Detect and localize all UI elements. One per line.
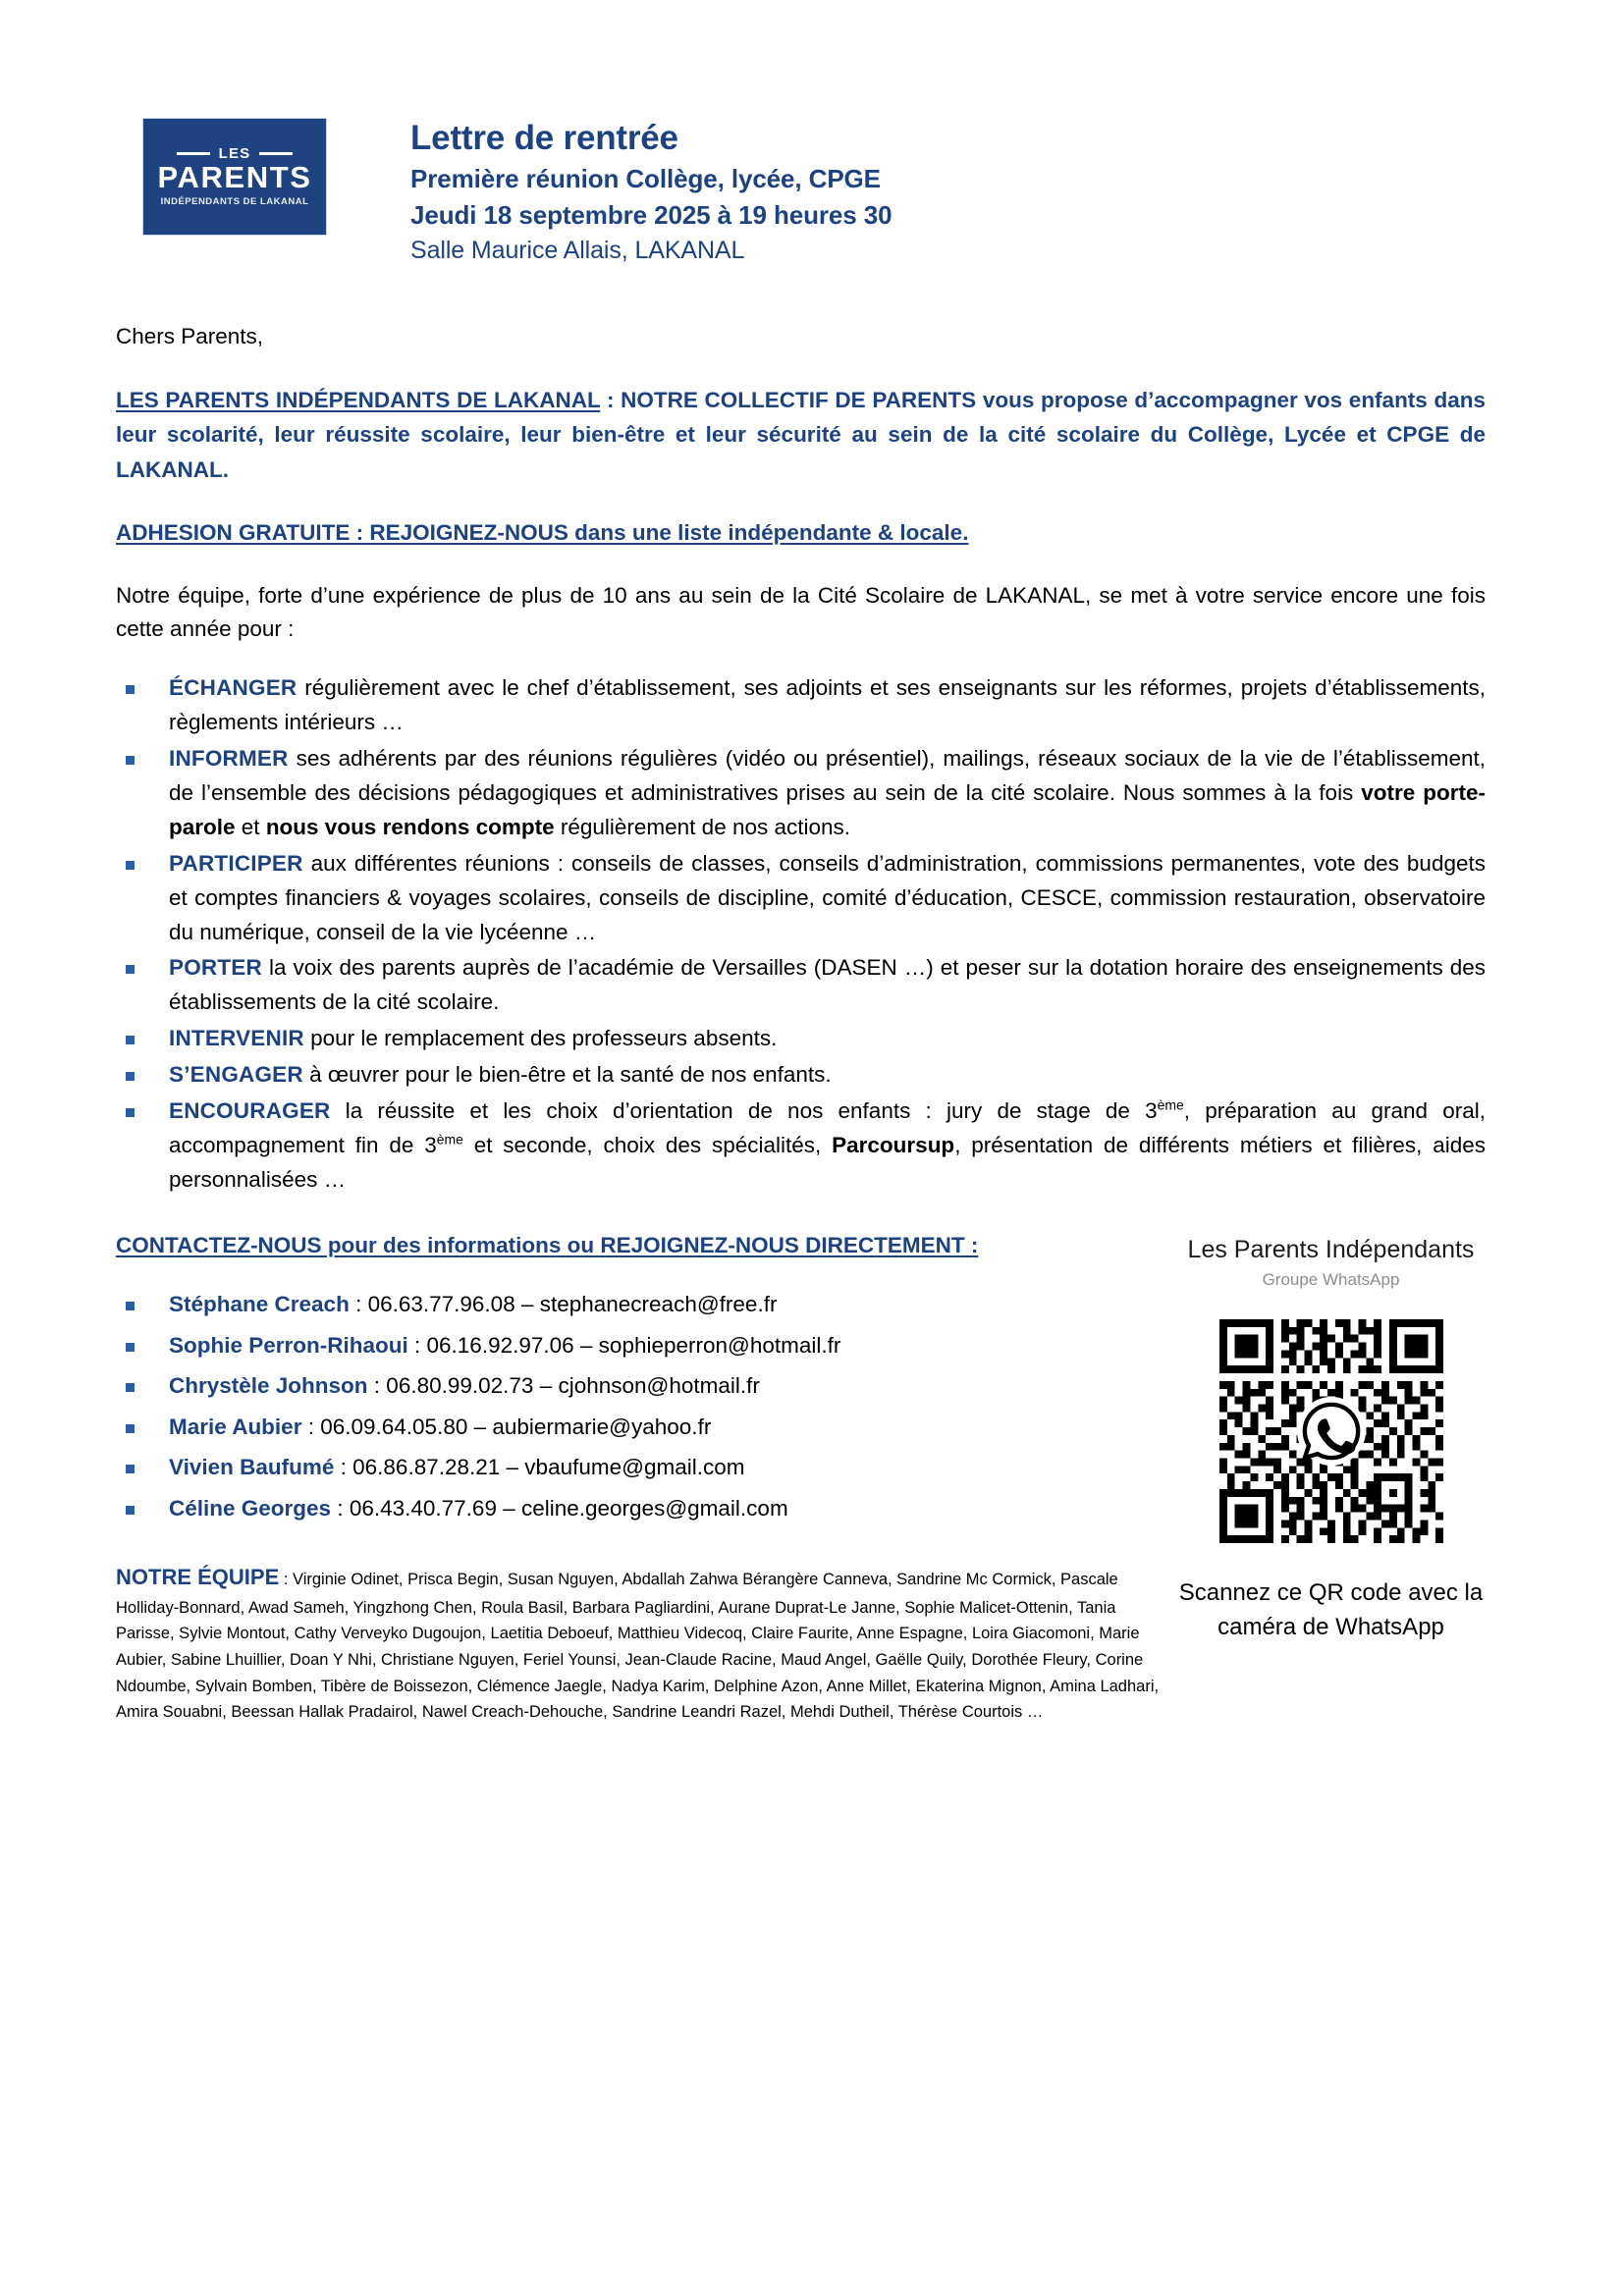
list-item xyxy=(116,1328,1157,1363)
intro-org-name: LES PARENTS INDÉPENDANTS DE LAKANAL xyxy=(116,387,601,412)
list-item xyxy=(116,1450,1157,1485)
contact-details: : 06.80.99.02.73 – cjohnson@hotmail.fr xyxy=(367,1373,760,1399)
logo-rule-left-icon xyxy=(177,152,210,155)
contact-details: : 06.09.64.05.80 – aubiermarie@yahoo.fr xyxy=(301,1414,712,1439)
contact-details: : 06.43.40.77.69 – celine.georges@gmail.com xyxy=(331,1495,788,1521)
action-text-part4: , présentation de différents métiers et filières, aides personnalisées … xyxy=(169,1132,1486,1192)
whatsapp-icon xyxy=(1297,1397,1366,1466)
document-header xyxy=(0,0,1623,269)
salutation: Chers Parents, xyxy=(116,323,264,348)
header-text-block xyxy=(410,116,893,269)
meeting-subtitle: Première réunion Collège, lycée, CPGE xyxy=(410,164,881,194)
list-item-participer xyxy=(116,847,1486,950)
logo-parents-text: PARENTS xyxy=(157,160,312,195)
logo-subtitle-text: INDÉPENDANTS DE LAKANAL xyxy=(160,196,309,208)
contact-name: Marie Aubier xyxy=(169,1414,302,1439)
action-text: aux différentes réunions : conseils de classes, conseils d’administration, commissions permanentes, vote des budgets et comptes financiers & voyages scolaires, conseils de discipline, comité d’éducation, CESCE, commission restauration, observatoire du numérique, conseil de la vie lycéenne … xyxy=(169,850,1486,944)
adhesion-heading: ADHESION GRATUITE : REJOIGNEZ-NOUS dans une liste indépendante & locale. xyxy=(116,520,969,546)
actions-list xyxy=(116,671,1486,1197)
list-item-echanger xyxy=(116,671,1486,740)
intro-body: vous propose d’accompagner vos enfants dans leur scolarité, leur réussite scolaire, leur bien-être et leur sécurité au sein de la cité scolaire du Collège, Lycée et CPGE de LAKANAL. xyxy=(116,387,1486,482)
page-title: Lettre de rentrée xyxy=(410,119,678,157)
action-text-part1: ses adhérents par des réunions régulières (vidéo ou présentiel), mailings, réseaux sociaux de la vie de l’établissement, de l’ensemble des décisions pédagogiques et administratives prises au sein de la cité scolaire. Nous sommes à la fois xyxy=(169,746,1486,806)
action-text-part2: et xyxy=(235,814,266,839)
action-keyword: ÉCHANGER xyxy=(169,675,298,701)
action-text-part1: la réussite et les choix d’orientation de nos enfants : jury de stage de 3 xyxy=(330,1097,1158,1123)
contact-name: Vivien Baufumé xyxy=(169,1455,335,1480)
team-label: NOTRE ÉQUIPE xyxy=(116,1564,280,1589)
experience-paragraph: Notre équipe, forte d’une expérience de plus de 10 ans au sein de la Cité Scolaire de LAKANAL, se met à votre service encore une fois cette année pour : xyxy=(116,583,1486,642)
contact-details: : 06.86.87.28.21 – vbaufume@gmail.com xyxy=(334,1455,745,1480)
action-keyword: INFORMER xyxy=(169,746,289,772)
contact-details: : 06.63.77.96.08 – stephanecreach@free.fr xyxy=(349,1292,778,1317)
logo-rule-right-icon xyxy=(259,152,293,155)
qr-group-title: Les Parents Indépendants xyxy=(1187,1235,1475,1263)
list-item xyxy=(116,1368,1157,1404)
qr-column xyxy=(1157,1229,1486,1645)
action-bold-1: votre porte-parole xyxy=(169,780,1487,839)
action-keyword: PARTICIPER xyxy=(169,850,303,876)
list-item-intervenir xyxy=(116,1022,1486,1056)
team-roster xyxy=(116,1560,1176,1726)
meeting-date: Jeudi 18 septembre 2025 à 19 heures 30 xyxy=(410,200,893,231)
contact-name: Chrystèle Johnson xyxy=(169,1373,368,1399)
qr-code[interactable] xyxy=(1219,1319,1443,1543)
lower-section xyxy=(116,1229,1486,1742)
action-sup-1: ème xyxy=(1157,1096,1184,1113)
action-text: régulièrement avec le chef d’établissement, ses adjoints et ses enseignants sur les réformes, projets d’établissements, règlements intérieurs … xyxy=(169,675,1486,735)
action-sup-2: ème xyxy=(436,1131,463,1148)
action-keyword: S’ENGAGER xyxy=(169,1062,303,1088)
contact-name: Sophie Perron-Rihaoui xyxy=(169,1332,408,1358)
whatsapp-glyph-icon xyxy=(1301,1401,1362,1462)
meeting-venue: Salle Maurice Allais, LAKANAL xyxy=(410,237,745,264)
qr-group-subtitle: Groupe WhatsApp xyxy=(1262,1269,1400,1289)
action-text: pour le remplacement des professeurs absents. xyxy=(303,1026,778,1051)
list-item xyxy=(116,1491,1157,1526)
action-keyword: INTERVENIR xyxy=(169,1026,304,1051)
action-text-part2: , préparation au grand oral, accompagnement fin de 3 xyxy=(169,1097,1486,1157)
list-item xyxy=(116,1410,1157,1445)
organization-logo xyxy=(142,118,327,236)
letter-body xyxy=(0,320,1623,1742)
action-bold-2: nous vous rendons compte xyxy=(265,814,555,839)
qr-caption-line-2: caméra de WhatsApp xyxy=(1217,1613,1444,1640)
intro-collective: NOTRE COLLECTIF DE PARENTS xyxy=(621,387,977,412)
contact-name: Stéphane Creach xyxy=(169,1292,350,1317)
intro-paragraph xyxy=(116,383,1486,488)
list-item-porter xyxy=(116,951,1486,1020)
list-item-informer xyxy=(116,742,1486,845)
action-text-part3: et seconde, choix des spécialités, xyxy=(462,1132,833,1157)
logo-les-text: LES xyxy=(218,145,251,163)
list-item-sengager xyxy=(116,1058,1486,1093)
contact-details: : 06.16.92.97.06 – sophieperron@hotmail.fr xyxy=(407,1332,841,1358)
action-text: à œuvrer pour le bien-être et la santé de nos enfants. xyxy=(302,1062,832,1088)
contact-name: Céline Georges xyxy=(169,1495,332,1521)
action-keyword: ENCOURAGER xyxy=(169,1097,331,1123)
logo-top-row xyxy=(177,146,294,161)
qr-caption xyxy=(1176,1576,1486,1645)
contacts-column xyxy=(116,1229,1160,1742)
contacts-list xyxy=(116,1287,1157,1526)
intro-separator: : xyxy=(600,387,622,412)
action-text: la voix des parents auprès de l’académie de Versailles (DASEN …) et peser sur la dotation horaire des enseignements des établissements de la cité scolaire. xyxy=(169,955,1486,1015)
team-members: : Virginie Odinet, Prisca Begin, Susan Nguyen, Abdallah Zahwa Bérangère Canneva, Sandrine Mc Cormick, Pascale Holliday-Bonnard, Awad Sameh, Yingzhong Chen, Roula Basil, Barbara Pagliardini, Aurane Duprat-Le Janne, Sophie Malicet-Ottenin, Tania Parisse, Sylvie Montout, Cathy Verveyko Dugoujon, Laetitia Deboeuf, Matthieu Videcoq, Claire Faurite, Anne Espagne, Loira Giacomoni, Marie Aubier, Sabine Lhuillier, Doan Y Nhi, Christiane Nguyen, Feriel Younsi, Jean-Claude Racine, Maud Angel, Gaëlle Quily, Dorothée Fleury, Corine Ndoumbe, Sylvain Bomben, Tibère de Boissezon, Clémence Jaegle, Nadya Karim, Delphine Azon, Anne Millet, Ekaterina Mignon, Amina Ladhari, Amira Souabni, Beessan Hallak Pradairol, Nawel Creach-Dehouche, Sandrine Leandri Razel, Mehdi Dutheil, Thérèse Courtois … xyxy=(116,1570,1160,1722)
list-item-encourager xyxy=(116,1095,1486,1198)
action-text-part3: régulièrement de nos actions. xyxy=(554,814,851,839)
contact-heading: CONTACTEZ-NOUS pour des informations ou REJOIGNEZ-NOUS DIRECTEMENT : xyxy=(116,1232,979,1257)
qr-caption-line-1: Scannez ce QR code avec la xyxy=(1178,1578,1484,1606)
action-bold-parcoursup: Parcoursup xyxy=(832,1132,955,1157)
action-keyword: PORTER xyxy=(169,955,262,981)
list-item xyxy=(116,1287,1157,1322)
